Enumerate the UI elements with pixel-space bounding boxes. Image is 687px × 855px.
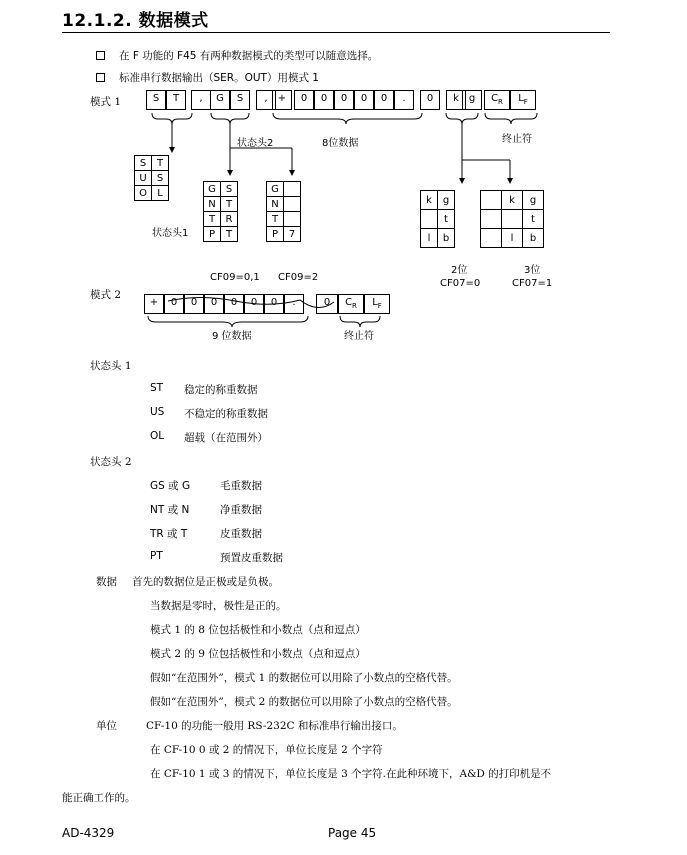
list-desc: 净重数据 bbox=[220, 504, 262, 516]
mode2-cell: $L_F$ bbox=[364, 294, 390, 314]
mode2-cell: 0 bbox=[204, 294, 224, 314]
mode1-label: 模式 1 bbox=[90, 96, 122, 108]
mode1-cell: 0 bbox=[374, 90, 394, 110]
mode1-cell: 0 bbox=[314, 90, 334, 110]
mode2-label: 模式 2 bbox=[90, 289, 122, 301]
grid-cell: k bbox=[502, 191, 523, 210]
status2-annotation: 状态头2 bbox=[237, 138, 274, 149]
mode2-cell: . bbox=[284, 294, 304, 314]
mode1-cell: 0 bbox=[420, 90, 440, 110]
data-line: 当数据是零时，极性是正的。 bbox=[150, 600, 287, 612]
mode1-cell: S bbox=[230, 90, 250, 110]
grid-cell: g bbox=[438, 191, 455, 210]
footer-page: Page 45 bbox=[328, 826, 377, 840]
list-code: GS 或 G bbox=[150, 480, 191, 492]
mode1-cell: , bbox=[256, 90, 276, 110]
data-title: 数据 bbox=[96, 576, 117, 588]
mode1-cell: G bbox=[210, 90, 230, 110]
grid-cell: l bbox=[421, 229, 438, 248]
mode2-cell: 0 bbox=[316, 294, 338, 314]
list-desc: 皮重数据 bbox=[220, 528, 262, 540]
list-code: NT 或 N bbox=[150, 504, 190, 516]
cf07-1-label: CF07=1 bbox=[512, 278, 553, 289]
list-code: TR 或 T bbox=[150, 528, 188, 540]
mode1-cell: g bbox=[462, 90, 482, 110]
data9-annotation: 9 位数据 bbox=[212, 331, 252, 342]
status2-title: 状态头 2 bbox=[90, 456, 132, 468]
unit-caption-2: 2位 bbox=[451, 265, 468, 276]
list-desc: 稳定的称重数据 bbox=[184, 384, 258, 396]
list-desc: 预置皮重数据 bbox=[220, 552, 283, 564]
unit-line: 能正确工作的。 bbox=[62, 792, 136, 804]
list-code: PT bbox=[150, 550, 163, 562]
mode2-cell: 0 bbox=[224, 294, 244, 314]
status1-annotation: 状态头1 bbox=[152, 228, 189, 239]
grid-cell: T bbox=[267, 212, 284, 227]
mode1-cell: $L_F$ bbox=[510, 90, 536, 110]
grid-cell: t bbox=[438, 210, 455, 229]
mode2-cell: + bbox=[144, 294, 164, 314]
mode1-cell: 0 bbox=[334, 90, 354, 110]
footer-model: AD-4329 bbox=[62, 826, 115, 840]
list-code: ST bbox=[150, 382, 164, 394]
list-desc: 不稳定的称重数据 bbox=[184, 408, 268, 420]
mode2-cell: 0 bbox=[264, 294, 284, 314]
cf09-b-label: CF09=2 bbox=[278, 272, 319, 283]
grid-cell: P bbox=[267, 227, 284, 242]
unit-line: 在 CF-10 1 或 3 的情况下，单位长度是 3 个字符.在此种环境下，A&D 的打印机是不 bbox=[150, 768, 552, 780]
mode1-cell: S bbox=[146, 90, 166, 110]
mode2-cell: 0 bbox=[184, 294, 204, 314]
mode1-cell: 0 bbox=[294, 90, 314, 110]
unit-line: CF-10 的功能一般用 RS-232C 和标准串行输出接口。 bbox=[146, 720, 403, 732]
data-line: 首先的数据位是正极或是负极。 bbox=[132, 576, 279, 588]
grid-cell: 7 bbox=[284, 227, 301, 242]
grid-cell: b bbox=[523, 229, 544, 248]
unit-title: 单位 bbox=[96, 720, 117, 732]
list-desc: 毛重数据 bbox=[220, 480, 262, 492]
grid-cell: T bbox=[204, 212, 221, 227]
grid-cell: l bbox=[502, 229, 523, 248]
data-line: 模式 2 的 9 位包括极性和小数点（点和逗点） bbox=[150, 648, 366, 660]
list-desc: 超载（在范围外） bbox=[184, 432, 268, 444]
grid-cell: T bbox=[221, 227, 238, 242]
unit-line: 在 CF-10 0 或 2 的情况下，单位长度是 2 个字符 bbox=[150, 744, 383, 756]
mode2-terminator-annotation: 终止符 bbox=[344, 331, 374, 342]
grid-cell: L bbox=[152, 186, 169, 201]
mode1-cell: 0 bbox=[354, 90, 374, 110]
section-heading: 12.1.2. 数据模式 bbox=[62, 11, 209, 31]
grid-cell: O bbox=[135, 186, 152, 201]
mode1-cell: + bbox=[272, 90, 292, 110]
status1-title: 状态头 1 bbox=[90, 360, 132, 372]
cf07-0-label: CF07=0 bbox=[440, 278, 481, 289]
bullet-1-text: 在 F 功能的 F45 有两种数据模式的类型可以随意选择。 bbox=[119, 50, 379, 62]
mode1-cell: T bbox=[166, 90, 186, 110]
grid-cell: R bbox=[221, 212, 238, 227]
mode1-cell: , bbox=[191, 90, 211, 110]
mode1-cell: $C_R$ bbox=[484, 90, 510, 110]
grid-cell: N bbox=[204, 197, 221, 212]
grid-cell: S bbox=[135, 156, 152, 171]
data-line: 假如“在范围外”，模式 1 的数据位可以用除了小数点的空格代替。 bbox=[150, 672, 458, 684]
mode1-cell: . bbox=[394, 90, 414, 110]
mode2-cell: 0 bbox=[244, 294, 264, 314]
grid-cell: b bbox=[438, 229, 455, 248]
mode1-cell: k bbox=[446, 90, 466, 110]
bullet-2-text: 标准串行数据输出（SER。OUT）用模式 1 bbox=[119, 72, 319, 84]
grid-cell: N bbox=[267, 197, 284, 212]
terminator-annotation: 终止符 bbox=[502, 134, 532, 145]
grid-cell: U bbox=[135, 171, 152, 186]
list-code: US bbox=[150, 406, 165, 418]
grid-cell: t bbox=[523, 210, 544, 229]
grid-cell: S bbox=[152, 171, 169, 186]
grid-cell: G bbox=[204, 182, 221, 197]
grid-cell: T bbox=[221, 197, 238, 212]
grid-cell: g bbox=[523, 191, 544, 210]
data8-annotation: 8位数据 bbox=[322, 138, 359, 149]
data-line: 假如“在范围外”，模式 2 的数据位可以用除了小数点的空格代替。 bbox=[150, 696, 458, 708]
list-code: OL bbox=[150, 430, 165, 442]
grid-cell: S bbox=[221, 182, 238, 197]
grid-cell: P bbox=[204, 227, 221, 242]
cf09-a-label: CF09=0,1 bbox=[210, 272, 260, 283]
mode2-cell: $C_R$ bbox=[338, 294, 364, 314]
mode2-cell: 0 bbox=[164, 294, 184, 314]
grid-cell: T bbox=[152, 156, 169, 171]
unit-caption-3: 3位 bbox=[524, 265, 541, 276]
grid-cell: k bbox=[421, 191, 438, 210]
data-line: 模式 1 的 8 位包括极性和小数点（点和逗点） bbox=[150, 624, 366, 636]
grid-cell: G bbox=[267, 182, 284, 197]
